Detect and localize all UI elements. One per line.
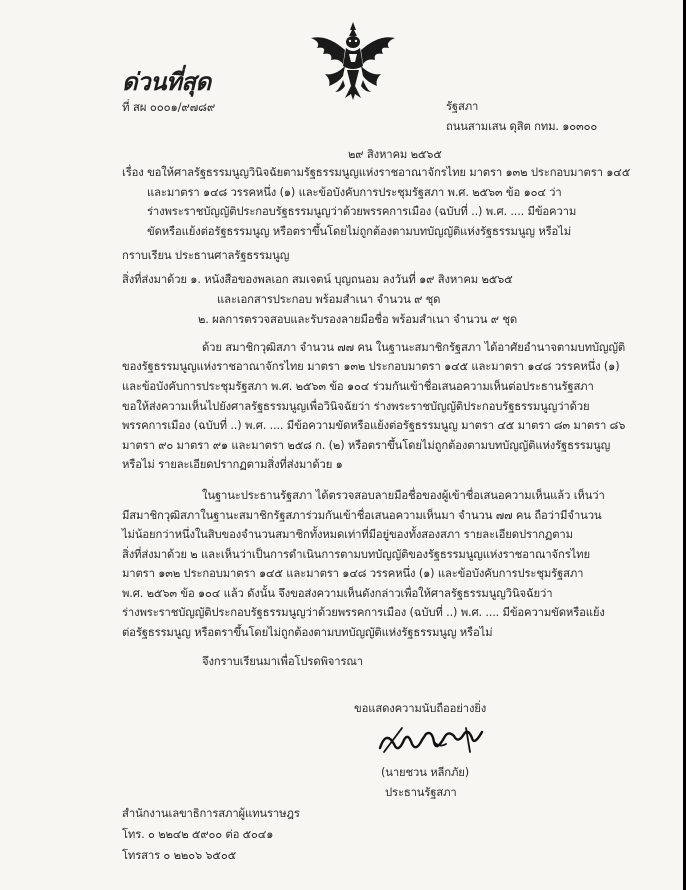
document-number: ที่ สผ ๐๐๐๑/๙๗๘๙ [122,100,216,114]
office-fax: โทรสาร ๐ ๒๒๐๖ ๖๕๐๕ [122,849,236,862]
sender-organization: รัฐสภา [446,100,479,113]
office-phone: โทร. ๐ ๒๒๔๒ ๕๙๐๐ ต่อ ๕๐๔๑ [122,828,274,841]
issuing-office: สำนักงานเลขาธิการสภาผู้แทนราษฎร [122,807,300,820]
enclosure-line: และเอกสารประกอบ พร้อมสำเนา จำนวน ๙ ชุด [217,293,441,306]
paragraph-line: และข้อบังคับการประชุมรัฐสภา พ.ศ. ๒๕๖๓ ข้อ ๑๐๔ ร่วมกันเข้าชื่อเสนอความเห็นต่อประธานรัฐสภา [122,380,594,393]
sender-address: ถนนสามเสน ดุสิต กทม. ๑๐๓๐๐ [446,120,598,133]
paragraph-line: มาตรา ๙๐ มาตรา ๙๑ และมาตรา ๒๕๘ ก. (๒) หรือตราขึ้นโดยไม่ถูกต้องตามบทบัญญัติแห่งรัฐธรรมนูญ [122,439,611,452]
paragraph-line: หรือไม่ รายละเอียดปรากฏตามสิ่งที่ส่งมาด้วย ๑ [122,458,343,471]
paragraph-line: พ.ศ. ๒๕๖๓ ข้อ ๑๐๔ แล้ว ดังนั้น จึงขอส่งความเห็นดังกล่าวเพื่อให้ศาลรัฐธรรมนูญวินิจฉัยว่า [122,587,553,600]
subject-line: ขัดหรือแย้งต่อรัฐธรรมนูญ หรือตราขึ้นโดยไม่ถูกต้องตามบทบัญญัติแห่งรัฐธรรมนูญ หรือไม่ [147,225,572,238]
paragraph-line: สิ่งที่ส่งมาด้วย ๒ และเห็นว่าเป็นการดำเนินการตามบทบัญญัติของรัฐธรรมนูญแห่งราชอาณาจักรไทย [122,548,590,561]
subject-line: เรื่อง ขอให้ศาลรัฐธรรมนูญวินิจฉัยตามรัฐธรรมนูญแห่งราชอาณาจักรไทย มาตรา ๑๓๒ ประกอบมาตรา ๑๔๕ [122,166,631,179]
signature [374,722,490,760]
paragraph-line: ขอให้ส่งความเห็นไปยังศาลรัฐธรรมนูญเพื่อวินิจฉัยว่า ร่างพระราชบัญญัติประกอบรัฐธรรมนูญว่าด้วย [122,400,590,413]
paragraph-line: ด้วย สมาชิกวุฒิสภา จำนวน ๗๗ คน ในฐานะสมาชิกรัฐสภา ได้อาศัยอำนาจตามบทบัญญัติ [202,341,626,354]
regards: ขอแสดงความนับถืออย่างยิ่ง [354,702,487,715]
garuda-emblem [305,20,401,102]
enclosure-line: ๒. ผลการตรวจสอบและรับรองลายมือชื่อ พร้อมสำเนา จำนวน ๙ ชุด [198,313,518,326]
addressee: กราบเรียน ประธานศาลรัฐธรรมนูญ [122,249,290,262]
subject-line: ร่างพระราชบัญญัติประกอบรัฐธรรมนูญว่าด้วยพรรคการเมือง (ฉบับที่ ..) พ.ศ. .... มีข้อความ [147,205,577,218]
paragraph-line: ของรัฐธรรมนูญแห่งราชอาณาจักรไทย มาตรา ๑๓๒ ประกอบมาตรา ๑๔๕ และมาตรา ๑๔๘ วรรคหนึ่ง (๑) [122,360,620,373]
paragraph-line: มีสมาชิกวุฒิสภาในฐานะสมาชิกรัฐสภาร่วมกันเข้าชื่อเสนอความเห็นมา จำนวน ๗๗ คน ถือว่ามีจำนวน [122,509,602,522]
document-date: ๒๙ สิงหาคม ๒๕๖๕ [348,148,442,161]
paragraph-line: ไม่น้อยกว่าหนึ่งในสิบของจำนวนสมาชิกทั้งหมดเท่าที่มีอยู่ของทั้งสองสภา รายละเอียดปรากฏตาม [122,528,573,541]
paragraph-line: พรรคการเมือง (ฉบับที่ ..) พ.ศ. .... มีข้อความขัดหรือแย้งต่อรัฐธรรมนูญ มาตรา ๔๕ มาตรา ๘๓ มาตรา ๘๖ [122,419,626,432]
paragraph-line: ต่อรัฐธรรมนูญ หรือตราขึ้นโดยไม่ถูกต้องตามบทบัญญัติแห่งรัฐธรรมนูญ หรือไม่ [122,626,493,639]
paragraph-line: มาตรา ๑๓๒ ประกอบมาตรา ๑๔๕ และมาตรา ๑๔๘ วรรคหนึ่ง (๑) และข้อบังคับการประชุมรัฐสภา [122,567,584,580]
paragraph-line: ร่างพระราชบัญญัติประกอบรัฐธรรมนูญว่าด้วยพรรคการเมือง (ฉบับที่ ..) พ.ศ. .... มีข้อความขัดหรือแย้ง [122,606,605,619]
closing-line: จึงกราบเรียนมาเพื่อโปรดพิจารณา [202,655,363,668]
enclosure-line: สิ่งที่ส่งมาด้วย ๑. หนังสือของพลเอก สมเจตน์ บุญถนอม ลงวันที่ ๑๙ สิงหาคม ๒๕๖๕ [122,273,513,286]
subject-line: และมาตรา ๑๔๘ วรรคหนึ่ง (๑) และข้อบังคับการประชุมรัฐสภา พ.ศ. ๒๕๖๓ ข้อ ๑๐๔ ว่า [147,186,562,199]
urgency-stamp: ด่วนที่สุด [122,67,211,96]
paragraph-line: ในฐานะประธานรัฐสภา ได้ตรวจสอบลายมือชื่อของผู้เข้าชื่อเสนอความเห็นแล้ว เห็นว่า [202,489,605,502]
signatory-name: (นายชวน หลีกภัย) [381,766,469,779]
signatory-position: ประธานรัฐสภา [385,786,457,799]
